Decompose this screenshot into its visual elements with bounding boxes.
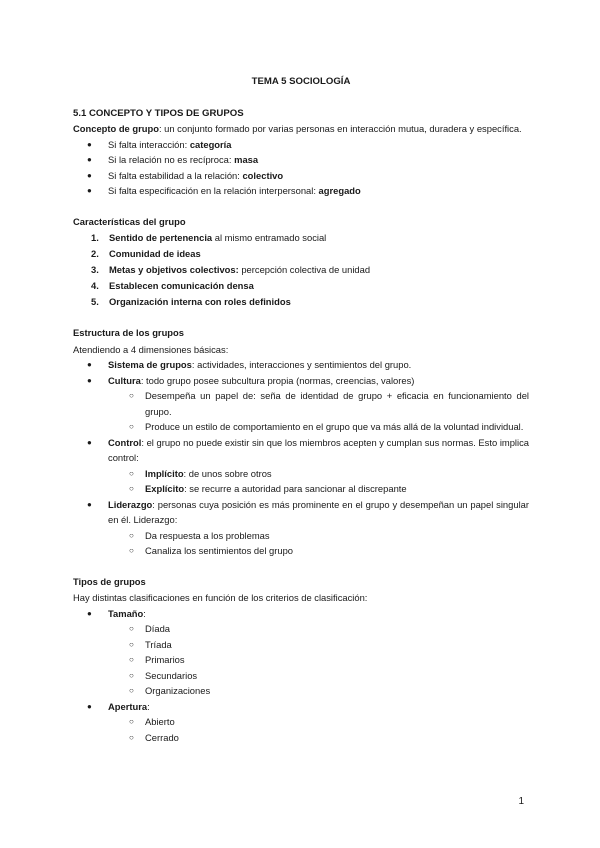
list-item: ● Si la relación no es recíproca: masa bbox=[73, 152, 529, 168]
circle-bullet-icon: ○ bbox=[129, 686, 134, 695]
circle-bullet-icon: ○ bbox=[129, 530, 134, 540]
concept-text: : un conjunto formado por varias personas en interacción mutua, duradera y específica. bbox=[158, 123, 522, 134]
structure-list bbox=[73, 357, 529, 559]
list-item: 1. Sentido de pertenencia al mismo entramado social bbox=[91, 232, 327, 243]
circle-bullet-icon: ○ bbox=[129, 655, 134, 664]
sub-list-item: ○ Canaliza los sentimientos del grupo bbox=[73, 543, 529, 559]
types-heading: Tipos de grupos bbox=[73, 575, 146, 587]
list-item: ● Apertura: bbox=[73, 699, 529, 715]
bullet-icon: ● bbox=[87, 437, 92, 447]
sub-list-item: ○ Implícito: de unos sobre otros bbox=[73, 466, 529, 482]
circle-bullet-icon: ○ bbox=[129, 391, 134, 400]
section-heading: 5.1 CONCEPTO Y TIPOS DE GRUPOS bbox=[73, 107, 244, 119]
sub-list-item: ○ Da respuesta a los problemas bbox=[73, 528, 529, 544]
circle-bullet-icon: ○ bbox=[129, 422, 134, 431]
circle-bullet-icon: ○ bbox=[129, 624, 134, 633]
sub-list-item: ○ Secundarios bbox=[73, 668, 529, 684]
list-item: ● Liderazgo: personas cuya posición es más prominente en el grupo y desempeñan un papel singular en él. Liderazgo: bbox=[87, 498, 529, 525]
circle-bullet-icon: ○ bbox=[129, 670, 134, 680]
sub-list-item: ○ Desempeña un papel de: seña de identidad de grupo + eficacia en funcionamiento del grupo. bbox=[129, 390, 529, 417]
bullet-icon: ● bbox=[87, 155, 92, 164]
structure-heading: Estructura de los grupos bbox=[73, 327, 184, 338]
circle-bullet-icon: ○ bbox=[129, 468, 134, 478]
characteristics-heading: Características del grupo bbox=[73, 215, 186, 227]
concept-list bbox=[73, 137, 529, 199]
list-item: ● Cultura: todo grupo posee subcultura propia (normas, creencias, valores) bbox=[73, 373, 529, 389]
list-item: ● Si falta estabilidad a la relación: colectivo bbox=[73, 168, 529, 184]
characteristics-list bbox=[73, 230, 529, 310]
sub-list-item: ○ Díada bbox=[73, 621, 529, 637]
types-list bbox=[73, 606, 529, 746]
document-title: TEMA 5 SOCIOLOGÍA bbox=[251, 76, 351, 87]
bullet-icon: ● bbox=[87, 499, 92, 509]
list-item: ● Sistema de grupos: actividades, interacciones y sentimientos del grupo. bbox=[73, 357, 529, 373]
concept-paragraph bbox=[73, 121, 529, 137]
bullet-icon: ● bbox=[87, 360, 92, 369]
sub-list-item: ○ Primarios bbox=[73, 652, 529, 668]
list-item: ● Control: el grupo no puede existir sin que los miembros acepten y cumplan sus normas. Esto implica control: bbox=[87, 436, 529, 463]
sub-list-item: ○ Organizaciones bbox=[73, 683, 529, 699]
circle-bullet-icon: ○ bbox=[129, 546, 134, 555]
sub-list-item: ○ Cerrado bbox=[73, 730, 529, 746]
list-item: 4. Establecen comunicación densa bbox=[91, 280, 254, 291]
page-number: 1 bbox=[518, 796, 524, 807]
bullet-icon: ● bbox=[87, 608, 92, 618]
sub-list-item: ○ Produce un estilo de comportamiento en el grupo que va más allá de la voluntad individual. bbox=[73, 419, 529, 435]
structure-intro: Atendiendo a 4 dimensiones básicas: bbox=[73, 343, 229, 355]
list-item: 3. Metas y objetivos colectivos: percepción colectiva de unidad bbox=[91, 264, 371, 275]
types-intro: Hay distintas clasificaciones en función de los criterios de clasificación: bbox=[73, 592, 368, 603]
circle-bullet-icon: ○ bbox=[129, 732, 134, 742]
sub-list-item: ○ Abierto bbox=[73, 714, 529, 730]
bullet-icon: ● bbox=[87, 375, 92, 385]
sub-list-item: ○ Explícito: se recurre a autoridad para sancionar al discrepante bbox=[73, 481, 529, 497]
concept-label: Concepto de grupo bbox=[73, 123, 159, 134]
bullet-icon: ● bbox=[87, 139, 92, 149]
list-item: ● Tamaño: bbox=[73, 606, 529, 622]
list-item: ● Si falta interacción: categoría bbox=[73, 137, 529, 153]
bullet-icon: ● bbox=[87, 170, 92, 180]
bullet-icon: ● bbox=[87, 186, 92, 195]
list-item: 5. Organización interna con roles definidos bbox=[91, 296, 291, 307]
circle-bullet-icon: ○ bbox=[129, 717, 134, 726]
document-page bbox=[73, 74, 529, 745]
list-item: 2. Comunidad de ideas bbox=[91, 248, 201, 259]
sub-list-item: ○ Tríada bbox=[73, 637, 529, 653]
circle-bullet-icon: ○ bbox=[129, 484, 134, 493]
circle-bullet-icon: ○ bbox=[129, 639, 134, 649]
list-item: ● Si falta especificación en la relación interpersonal: agregado bbox=[73, 183, 529, 199]
bullet-icon: ● bbox=[87, 701, 92, 711]
